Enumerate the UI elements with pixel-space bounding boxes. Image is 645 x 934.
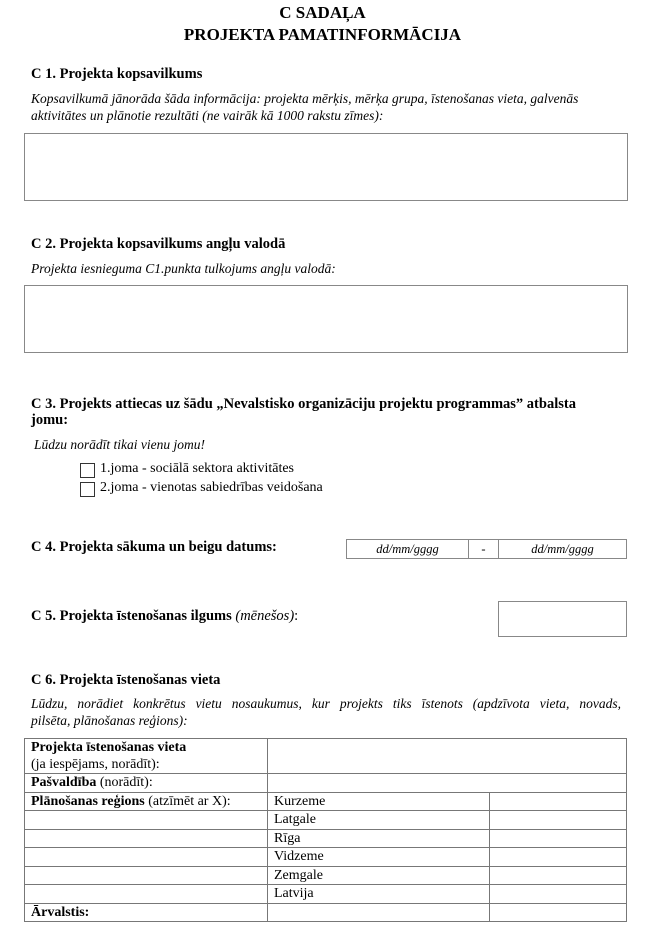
place-field[interactable] [268, 739, 627, 774]
region-mark-field[interactable] [490, 848, 627, 867]
section-title: C SADAĻA [279, 3, 366, 22]
c3-heading-2: jomu: [31, 412, 69, 428]
c5-unit: (mēnešos) [235, 608, 295, 624]
table-row [25, 792, 627, 811]
c2-hint: Projekta iesnieguma C1.punkta tulkojums angļu valodā: [31, 261, 336, 276]
region-mark-field[interactable] [490, 792, 627, 811]
table-row [25, 739, 627, 774]
region-label-bold: Plānošanas reģions [31, 793, 145, 809]
duration-months-field[interactable] [498, 601, 627, 637]
abroad-label [25, 903, 268, 922]
municipality-label [25, 774, 268, 793]
start-date-input[interactable]: dd/mm/gggg [347, 540, 469, 558]
c5-heading-text: C 5. Projekta īstenošanas ilgums [31, 608, 236, 624]
region-name: Latvija [268, 885, 490, 904]
empty-cell [25, 885, 268, 904]
section-subtitle: PROJEKTA PAMATINFORMĀCIJA [183, 25, 462, 44]
c1-heading: C 1. Projekta kopsavilkums [31, 66, 203, 82]
region-mark-field[interactable] [490, 829, 627, 848]
place-label [25, 739, 268, 774]
table-row [25, 866, 627, 885]
c3-heading: C 3. Projekts attiecas uz šādu „Nevalstisko organizāciju projektu programmas” atbalsta [31, 396, 576, 412]
abroad-field-2[interactable] [490, 903, 627, 922]
c6-heading: C 6. Projekta īstenošanas vieta [31, 672, 221, 688]
region-name: Kurzeme [268, 792, 490, 811]
table-row [25, 774, 627, 793]
option-2-checkbox[interactable] [80, 482, 95, 497]
c3-hint: Lūdzu norādīt tikai vienu jomu! [34, 437, 205, 452]
region-label-note: (atzīmēt ar X): [144, 793, 231, 809]
empty-cell [25, 866, 268, 885]
c4-heading: C 4. Projekta sākuma un beigu datums: [31, 539, 277, 555]
region-name: Latgale [268, 811, 490, 830]
c1-summary-field[interactable] [24, 133, 628, 201]
c2-heading: C 2. Projekta kopsavilkums angļu valodā [31, 236, 286, 252]
region-mark-field[interactable] [490, 885, 627, 904]
c5-heading [31, 608, 298, 625]
c5-colon: : [294, 608, 299, 624]
empty-cell [25, 811, 268, 830]
date-range [346, 539, 627, 559]
empty-cell [25, 829, 268, 848]
region-label [25, 792, 268, 811]
c1-hint: Kopsavilkumā jānorāda šāda informācija: projekta mērķis, mērķa grupa, īstenošanas vieta, galvenās [31, 91, 579, 106]
municipality-label-bold: Pašvaldība [31, 775, 97, 790]
date-separator: - [469, 540, 499, 558]
region-name: Vidzeme [268, 848, 490, 867]
table-row [25, 811, 627, 830]
location-table [24, 738, 627, 922]
place-label-bold: Projekta īstenošanas vieta [31, 740, 187, 755]
table-row [25, 885, 627, 904]
table-row [25, 829, 627, 848]
region-name: Zemgale [268, 866, 490, 885]
abroad-field[interactable] [268, 903, 490, 922]
region-mark-field[interactable] [490, 866, 627, 885]
region-mark-field[interactable] [490, 811, 627, 830]
place-label-note: (ja iespējams, norādīt): [31, 757, 160, 772]
c2-summary-english-field[interactable] [24, 285, 628, 353]
option-1-label: 1.joma - sociālā sektora aktivitātes [100, 461, 294, 476]
table-row [25, 848, 627, 867]
c1-hint-2: aktivitātes un plānotie rezultāti (ne vairāk kā 1000 rakstu zīmes): [31, 108, 384, 123]
empty-cell [25, 848, 268, 867]
option-1-checkbox[interactable] [80, 463, 95, 478]
municipality-field[interactable] [268, 774, 627, 793]
option-2-label: 2.joma - vienotas sabiedrības veidošana [100, 480, 323, 495]
end-date-input[interactable]: dd/mm/gggg [531, 542, 594, 556]
c6-hint: Lūdzu, norādiet konkrētus vietu nosaukumus, kur projekts tiks īstenots (apdzīvota vieta, novads, [31, 696, 621, 711]
c6-hint-2: pilsēta, plānošanas reģions): [31, 713, 188, 728]
region-name: Rīga [268, 829, 490, 848]
table-row [25, 903, 627, 922]
municipality-label-note: (norādīt): [96, 775, 153, 790]
abroad-label-bold: Ārvalstis: [31, 904, 90, 920]
